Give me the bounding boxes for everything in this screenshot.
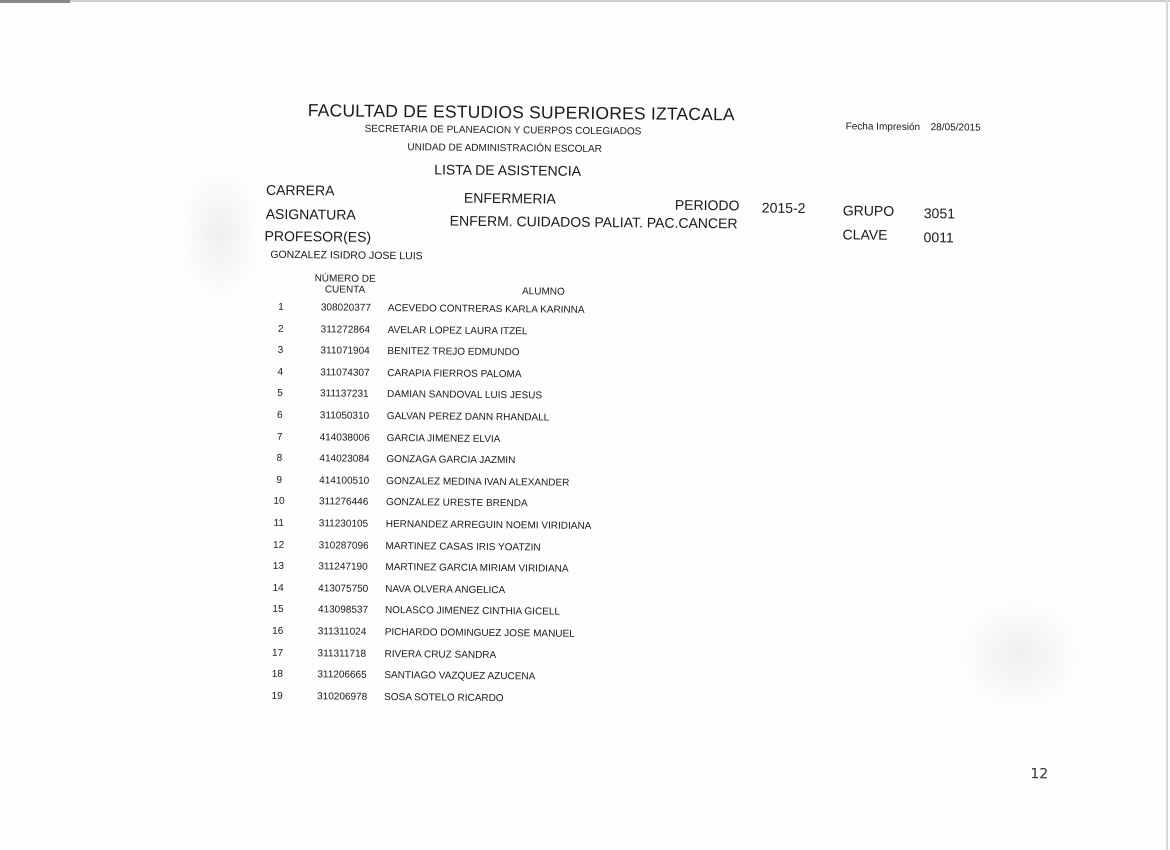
row-number: 12 [272,539,285,551]
profesor-label: PROFESOR(ES) [264,227,372,245]
clave-label: CLAVE [842,226,888,243]
grupo-label: GRUPO [842,202,895,219]
department-title: SECRETARIA DE PLANEACION Y CUERPOS COLEGIADOS [364,123,642,138]
column-header-cuenta [307,273,383,296]
asignatura-value: ENFERM. CUIDADOS PALIAT. PAC.CANCER [449,212,738,232]
account-number: 310206978 [317,691,368,703]
column-header-cuenta-line2: CUENTA [324,284,366,296]
student-name: RIVERA CRUZ SANDRA [384,648,497,661]
account-number: 311074307 [320,367,370,379]
document-title: LISTA DE ASISTENCIA [434,161,582,179]
row-number: 18 [271,669,283,681]
account-number: 311311024 [317,626,367,638]
periodo-label: PERIODO [674,196,740,214]
carrera-label: CARRERA [265,181,335,199]
student-name: SOSA SOTELO RICARDO [384,691,504,704]
account-number: 311272864 [320,323,371,336]
row-number: 1 [278,301,284,313]
row-number: 8 [276,453,283,465]
student-name: HERNANDEZ ARREGUIN NOEMI VIRIDIANA [385,518,592,532]
account-number: 311050310 [319,410,370,422]
unit-title: UNIDAD DE ADMINISTRACIÓN ESCOLAR [407,142,602,156]
print-date-value: 28/05/2015 [930,122,981,134]
student-name: GALVAN PEREZ DANN RHANDALL [386,410,550,424]
row-number: 11 [273,517,285,529]
student-name: DAMIAN SANDOVAL LUIS JESUS [386,389,543,402]
row-number: 19 [271,690,283,702]
account-number: 311137231 [319,388,369,401]
student-name: GONZALEZ URESTE BRENDA [385,497,528,510]
carrera-value: ENFERMERIA [463,189,556,207]
student-name: MARTINEZ CASAS IRIS YOATZIN [385,540,541,554]
student-name: AVELAR LOPEZ LAURA ITZEL [387,324,528,337]
row-number: 5 [277,388,283,400]
student-name: GONZAGA GARCIA JAZMIN [386,454,516,467]
row-number: 3 [277,345,284,357]
account-number: 414038006 [319,431,370,444]
student-name: GARCIA JIMENEZ ELVIA [386,432,501,445]
student-name: BENITEZ TREJO EDMUNDO [387,346,520,359]
row-number: 10 [273,496,285,508]
student-name: CARAPIA FIERROS PALOMA [387,367,522,381]
periodo-value: 2015-2 [761,199,806,216]
row-number: 6 [277,409,283,421]
column-header-cuenta-line1: NÚMERO DE [314,273,376,285]
student-name: ACEVEDO CONTRERAS KARLA KARINNA [387,302,585,316]
account-number: 311311718 [317,647,367,660]
profesor-name: GONZALEZ ISIDRO JOSE LUIS [270,248,423,263]
account-number: 413098537 [317,604,369,617]
column-header-alumno: ALUMNO [521,286,565,298]
account-number: 311230105 [318,518,369,530]
row-number: 14 [272,582,284,594]
row-number: 7 [276,431,283,443]
account-number: 311206665 [317,669,367,681]
row-number: 13 [272,561,285,573]
page-number: 12 [1030,766,1049,783]
clave-value: 0011 [923,229,954,246]
print-date-label: Fecha Impresión [845,121,921,134]
account-number: 311276446 [318,496,369,509]
student-name: GONZALEZ MEDINA IVAN ALEXANDER [386,475,570,489]
asignatura-label: ASIGNATURA [265,205,356,223]
account-number: 311247190 [318,561,368,573]
row-number: 2 [277,323,284,335]
student-name: NAVA OLVERA ANGELICA [385,583,506,596]
grupo-value: 3051 [923,205,956,222]
institution-title: FACULTAD DE ESTUDIOS SUPERIORES IZTACALA [307,100,735,125]
row-number: 9 [276,474,283,486]
row-number: 17 [271,647,284,659]
student-name: PICHARDO DOMINGUEZ JOSE MANUEL [384,626,575,640]
account-number: 414023084 [319,453,370,465]
student-name: SANTIAGO VAZQUEZ AZUCENA [384,670,536,683]
account-number: 311071904 [320,345,370,357]
account-number: 308020377 [320,302,371,314]
account-number: 413075750 [318,583,369,595]
student-name: NOLASCO JIMENEZ CINTHIA GICELL [384,605,561,619]
row-number: 16 [272,625,284,637]
student-name: MARTINEZ GARCIA MIRIAM VIRIDIANA [385,562,569,575]
account-number: 310287096 [318,539,369,552]
account-number: 414100510 [319,475,370,487]
row-number: 4 [277,366,284,378]
row-number: 15 [272,604,284,616]
